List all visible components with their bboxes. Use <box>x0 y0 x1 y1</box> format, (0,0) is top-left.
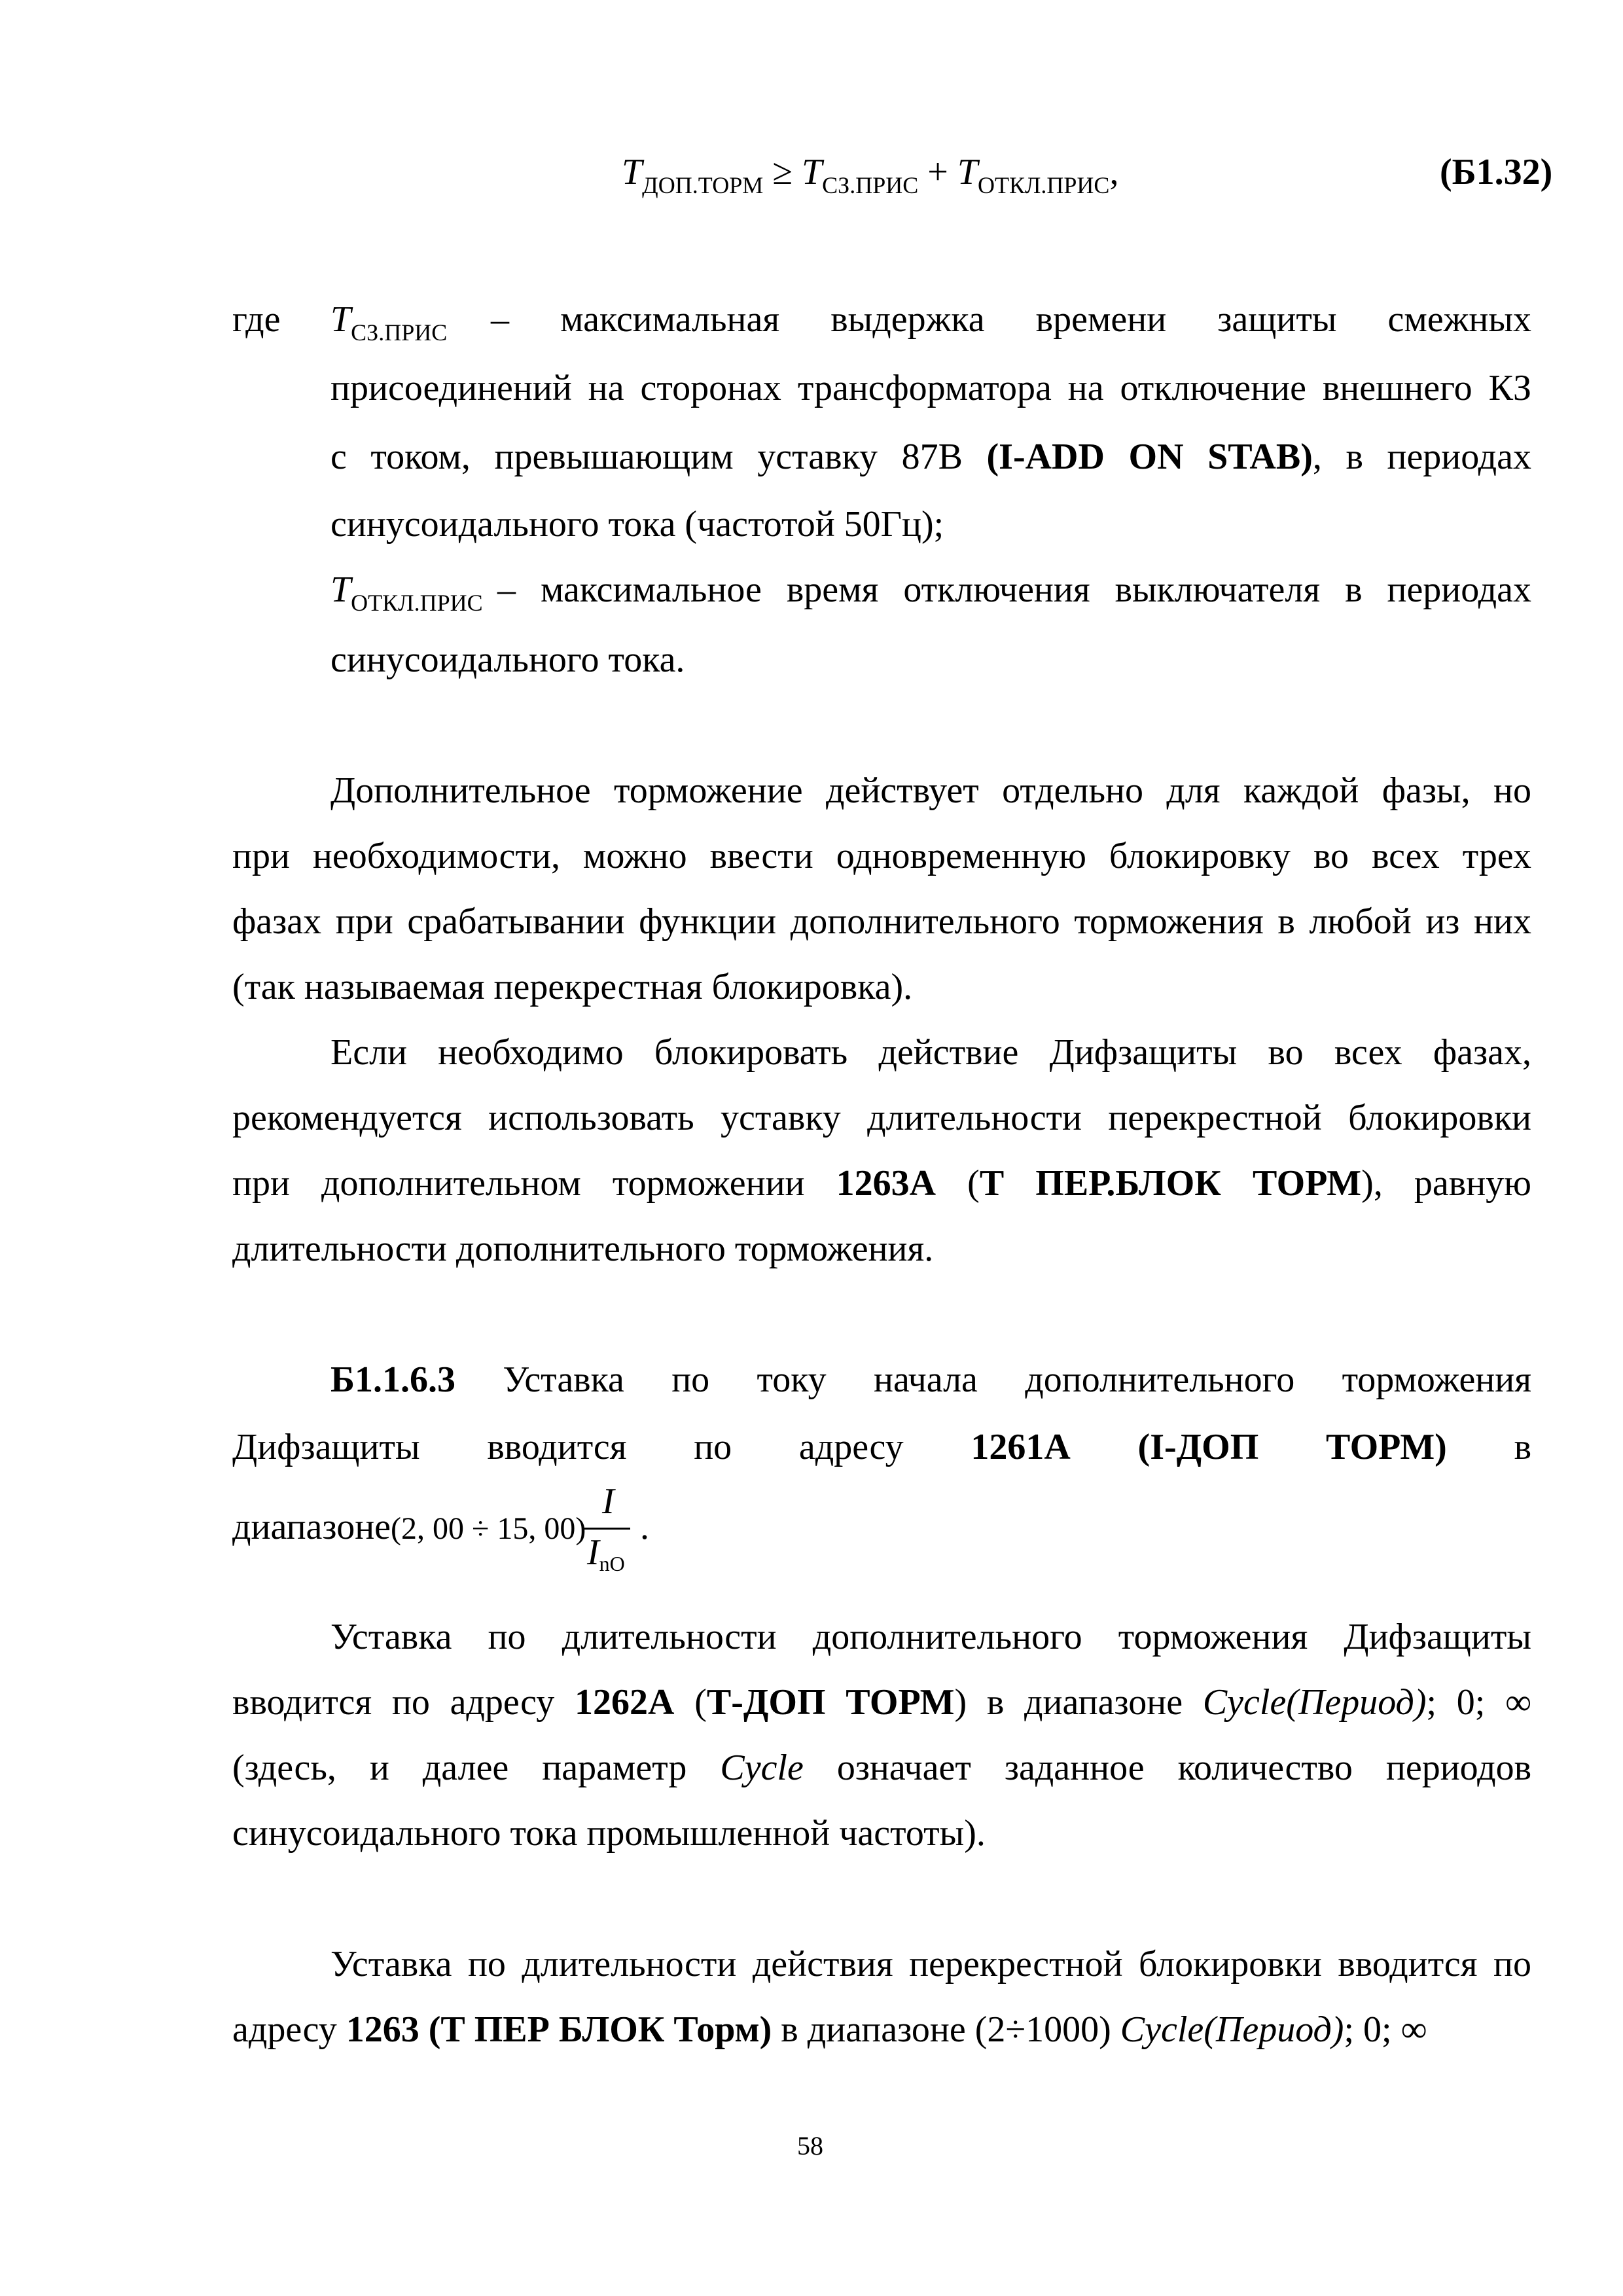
para2-address: 1263А <box>836 1163 936 1204</box>
def2-sym: T <box>330 569 351 610</box>
para1-line1: Дополнительное торможение действует отдельно для каждой фазы, но <box>330 770 1531 811</box>
fraction-numerator: I <box>602 1481 615 1522</box>
para3-open-paren: ( <box>694 1682 707 1723</box>
def2-sub: ОТКЛ.ПРИС <box>351 590 483 616</box>
para1-line3: фазах при срабатывании функции дополнительного торможения в любой из них <box>232 901 1531 942</box>
def2-symbol <box>330 568 483 615</box>
section-line2 <box>232 1426 1531 1469</box>
para4-line1: Уставка по длительности действия перекрестной блокировки вводится по <box>330 1944 1531 1984</box>
formula-t1-sub: СЗ.ПРИС <box>822 172 919 198</box>
formula-t1: T <box>802 152 823 192</box>
para3-line2-g: ; 0; ∞ <box>1426 1682 1532 1723</box>
para3-cycle-word: Cycle <box>720 1748 804 1788</box>
para1-line2: при необходимости, можно ввести одновременную блокировку во всех трех <box>232 836 1531 876</box>
para2-line3 <box>232 1162 1531 1205</box>
para2-line3-a: при дополнительном торможении <box>232 1163 805 1204</box>
formula-t2-sub: ОТКЛ.ПРИС <box>977 172 1110 198</box>
para4-line2-a: адресу <box>232 2009 337 2050</box>
page-number: 58 <box>797 2131 823 2161</box>
def1-line3-c: , в периодах <box>1312 437 1531 477</box>
para3-line1: Уставка по длительности дополнительного торможения Дифзащиты <box>330 1617 1531 1657</box>
formula-lhs-sub: ДОП.ТОРМ <box>642 172 764 198</box>
para4-line2 <box>232 2008 1427 2051</box>
section-line2-e: в <box>1514 1427 1532 1467</box>
formula-number-text: (Б1.32) <box>1440 152 1553 192</box>
section-number: Б1.1.6.3 <box>330 1359 456 1400</box>
section-line1 <box>330 1358 1531 1401</box>
para2-line2: рекомендуется использовать уставку длительности перекрестной блокировки <box>232 1098 1531 1138</box>
section-setting-name: (I-ДОП ТОРМ) <box>1137 1427 1447 1467</box>
para3-line3 <box>232 1746 1531 1789</box>
para2-line1: Если необходимо блокировать действие Дифзащиты во всех фазах, <box>330 1032 1531 1073</box>
para4-cycle-unit: Cycle(Период) <box>1120 2009 1344 2050</box>
para3-line2-e: ) в диапазоне <box>954 1682 1183 1723</box>
def1-symbol <box>330 298 447 345</box>
section-address: 1261А <box>971 1427 1071 1467</box>
fraction-denominator <box>587 1532 625 1573</box>
para3-line4: синусоидального тока промышленной частоты). <box>232 1813 986 1854</box>
section-line1-text: Уставка по току начала дополнительного торможения <box>503 1359 1531 1400</box>
para2-line3-e: ), равную <box>1361 1163 1532 1204</box>
formula-number <box>1440 151 1552 194</box>
def2-line1: – максимальное время отключения выключателя в периодах <box>497 569 1531 610</box>
formula-comma: , <box>1109 152 1119 192</box>
section-line3-end: . <box>640 1507 649 1547</box>
para2-setting-name: Т ПЕР.БЛОК ТОРМ <box>979 1163 1362 1204</box>
para3-cycle-unit: Cycle(Период) <box>1202 1682 1427 1723</box>
def1-sub: СЗ.ПРИС <box>351 319 448 346</box>
def1-line1: – максимальная выдержка времени защиты смежных <box>491 299 1531 340</box>
para1-line4: (так называемая перекрестная блокировка). <box>232 967 913 1007</box>
section-range-label: диапазоне <box>232 1507 391 1547</box>
def1-line3 <box>330 435 1531 478</box>
para4-line2-c: в диапазоне (2÷1000) <box>781 2009 1111 2050</box>
para2-line4: длительности дополнительного торможения. <box>232 1229 934 1269</box>
formula-lhs: T <box>622 152 643 192</box>
section-line2-a: Дифзащиты <box>232 1427 420 1467</box>
formula-ge: ≥ <box>772 152 793 192</box>
section-line3 <box>232 1505 586 1551</box>
fraction-den-sub: nO <box>599 1552 625 1575</box>
section-range-value: (2, 00 ÷ 15, 00) <box>391 1511 586 1546</box>
para3-line2-a: вводится по адресу <box>232 1682 555 1723</box>
section-line2-b: вводится по адресу <box>487 1427 904 1467</box>
para3-address: 1262А <box>575 1682 675 1723</box>
fraction-bar <box>584 1528 630 1530</box>
def1-line3-a: с током, превышающим уставку 87В <box>330 437 963 477</box>
para3-line3-c: означает заданное количество периодов <box>836 1748 1532 1788</box>
para2-open-paren: ( <box>967 1163 980 1204</box>
formula-plus: + <box>927 152 948 192</box>
para4-setting: 1263 (Т ПЕР БЛОК Торм) <box>346 2009 772 2050</box>
defs-where: где <box>232 299 281 340</box>
def1-sym: T <box>330 299 351 340</box>
def2-line2: синусоидального тока. <box>330 639 685 680</box>
def1-line2: присоединений на сторонах трансформатора на отключение внешнего КЗ <box>330 368 1531 408</box>
def1-line4: синусоидального тока (частотой 50Гц); <box>330 504 944 545</box>
formula <box>622 151 1118 198</box>
formula-t2: T <box>957 152 978 192</box>
def1-setting-name: (I-ADD ON STAB) <box>986 437 1313 477</box>
fraction-den-symbol: I <box>587 1532 599 1573</box>
para3-line3-a: (здесь, и далее параметр <box>232 1748 687 1788</box>
para4-line2-e: ; 0; ∞ <box>1344 2009 1427 2050</box>
para3-setting-name: Т-ДОП ТОРМ <box>706 1682 955 1723</box>
para3-line2 <box>232 1681 1531 1724</box>
